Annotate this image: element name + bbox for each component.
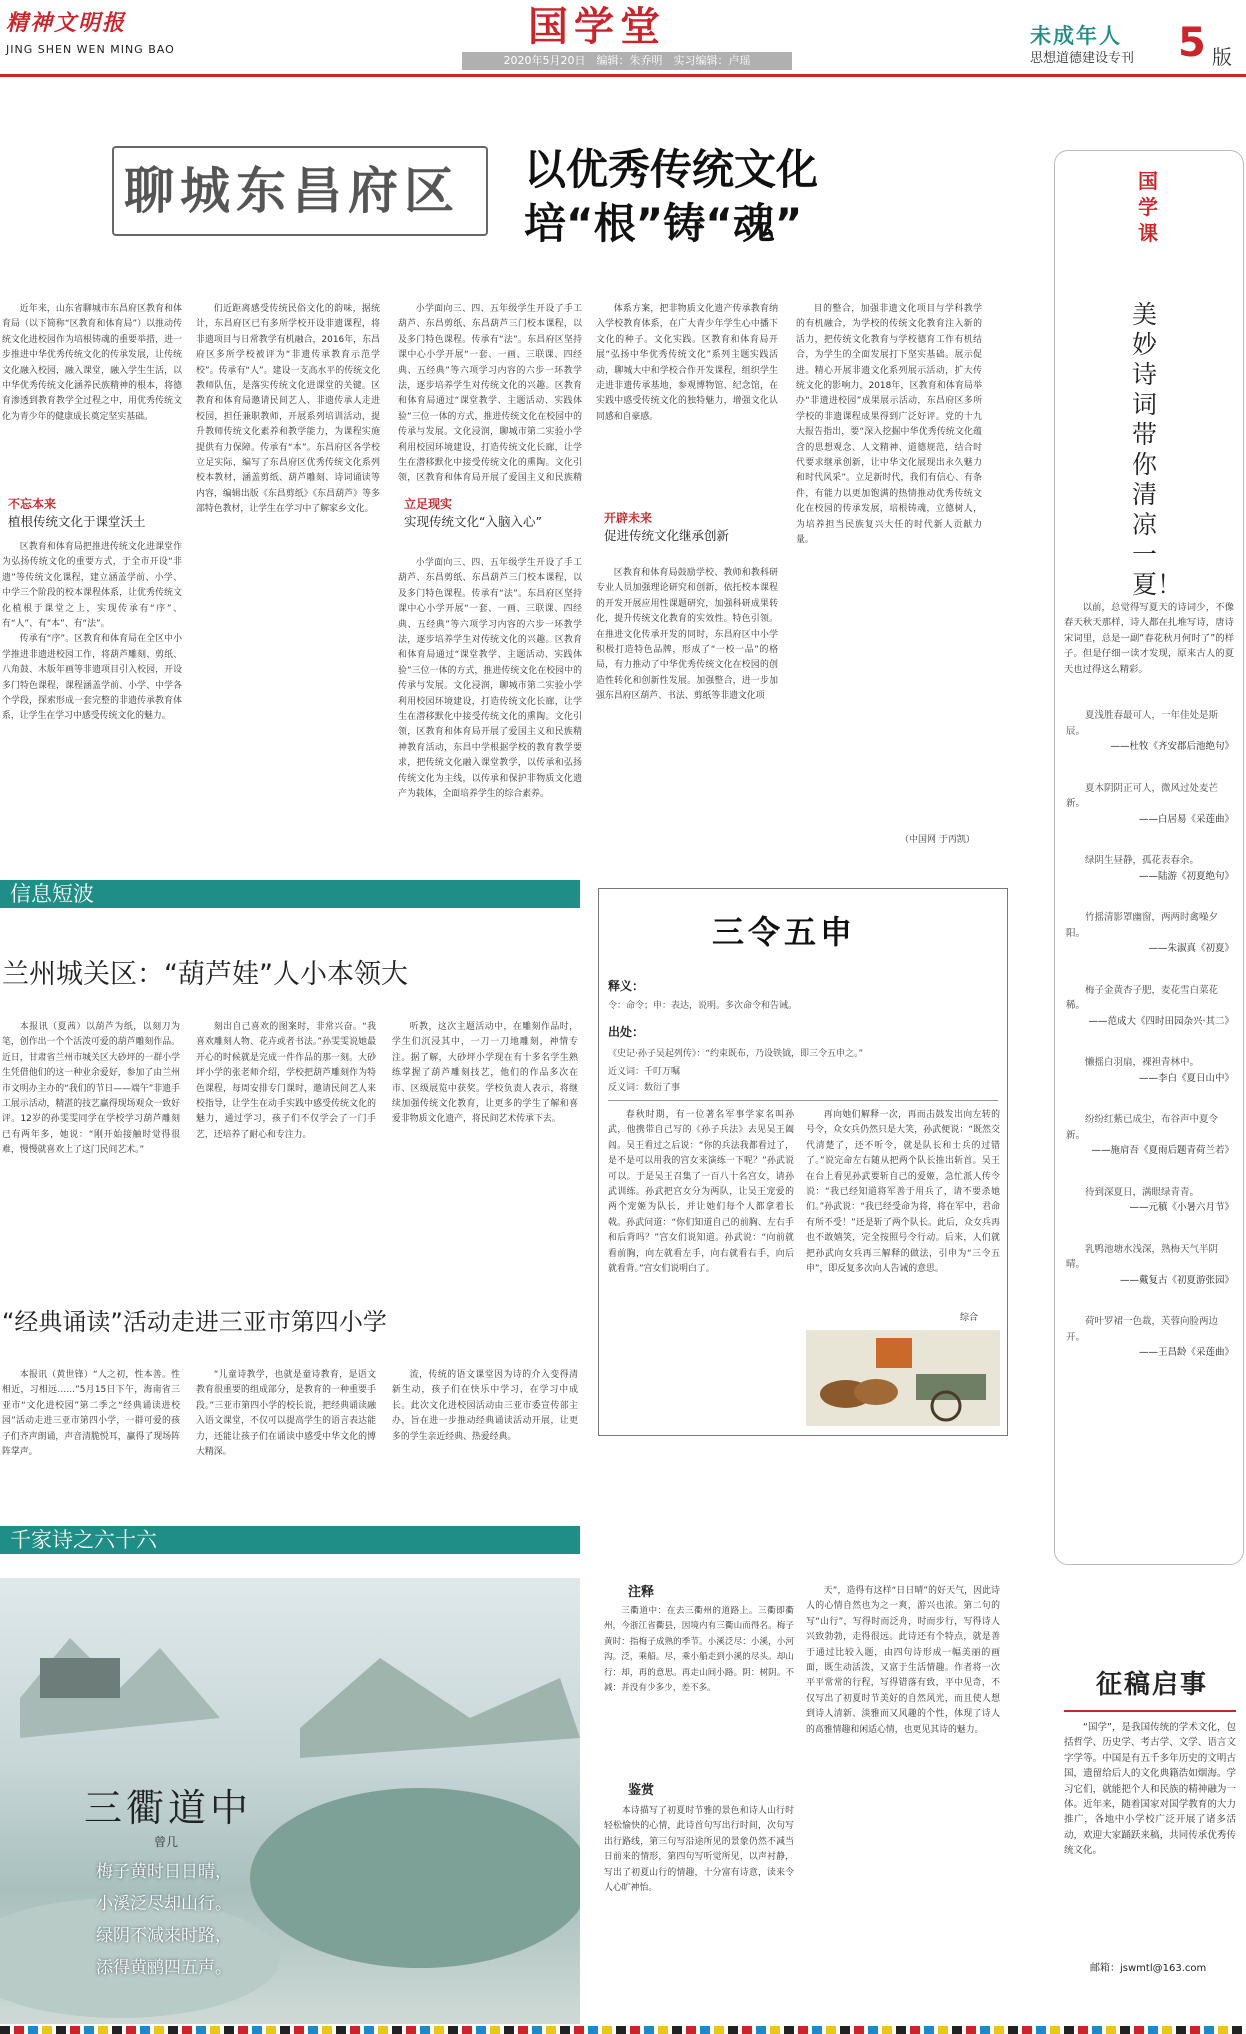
lead-credit: （中国网 于丙凯） [900, 835, 975, 845]
lead-col-1b: 区教育和体育局把推进传统文化进课堂作为弘扬传统文化的重要方式，于全市开设“非遗”等传统文化课程，建立涵盖学前、小学、中学三个阶段的校本课程体系，让优秀传统文化植根于课堂之上，实现传承有“序”、有“人”、有“本”、有“法”。 传承有“序”。区教育和体育局在全区中小学推进非遗进校园工作，将葫芦雕刻、剪纸、八角鼓、木版年画等非遗项目引入校园，开设多门特色课程，课程涵盖学前、小学、中学各个学段，探索形成一套完整的非遗传承教育体系，让学生在学习中感受传统文化的魅力。 [2, 542, 182, 722]
sidebar-poem-source: ——陆游《初夏绝句》 [1138, 870, 1234, 882]
sidebar-poem-text: 梅子金黄杏子肥，麦花雪白菜花稀。 [1066, 984, 1219, 1011]
idiom-illustration [806, 1330, 1000, 1426]
brief-headline-2: “经典诵读”活动走进三亚市第四小学 [2, 1308, 387, 1336]
briefs-section-bar [0, 880, 580, 908]
poem-jian-label: 鉴赏 [628, 1783, 655, 1798]
lead-title-box [112, 146, 488, 236]
subhead-2-a: 立足现实 [404, 497, 453, 511]
header-rule [0, 74, 1246, 77]
idiom-chuchu: 《史记·孙子吴起列传》：“约束既布，乃设铁钺，即三令五申之。” [608, 1049, 864, 1059]
briefs-section-label: 信息短波 [10, 882, 94, 906]
sidebar-poem-text: 懒摇白羽扇，裸袒青林中。 [1085, 1057, 1200, 1068]
poem-title: 三衢道中 [84, 1786, 253, 1830]
paper-name: 精神文明报 [6, 10, 127, 36]
subhead-3-a: 开辟未来 [604, 511, 653, 525]
idiom-credit: 综合 [960, 1313, 979, 1323]
brief2-col-1: 本报讯（黄世锋）“人之初，性本善。性相近，习相远……”5月15日下午，海南省三亚市“文化进校园”第二季之“经典诵读进校园”活动走进三亚市第四小学，一群可爱的孩子们齐声朗诵，声音清脆悦耳，赢得了现场阵阵掌声。 [2, 1370, 180, 1458]
lead-headline-1: 以优秀传统文化 [524, 145, 819, 194]
sidebar-poem-source: ——朱淑真《初夏》 [1148, 943, 1234, 954]
idiom-title: 三令五申 [712, 913, 857, 951]
subhead-1-a: 不忘本来 [8, 497, 57, 511]
poem-notes-label: 注释 [628, 1585, 655, 1600]
paper-pinyin: JING SHEN WEN MING BAO [6, 43, 175, 56]
poem-line: 小溪泛尽却山行。 [96, 1894, 232, 1914]
poem-col-2: 天”，造得有这样“日日晴”的好天气，因此诗人的心情自然也为之一爽，游兴也浓。第二句的写“山行”，写得时而泛舟，时而步行，写得诗人兴致勃勃，走得很远。此诗还有个特点，就是善于通过比较入题，由四句诗形成一幅美丽的画面，既生动活泼，又富于生活情趣。作者将一次平平常常的行程，写得错落有致，平中见奇，不仅写出了初夏时节美好的自然风光，而且使人想到诗人清新、淡雅而又风趣的个性，体现了诗人的高雅情趣和闲适心情，也更见其诗的魅力。 [806, 1586, 1000, 1735]
subhead-2-b: 实现传统文化“入脑入心” [404, 513, 542, 529]
sidebar-poem-text: 乳鸭池塘水浅深，熟梅天气半阴晴。 [1066, 1243, 1219, 1270]
pavilion-shape [40, 1658, 120, 1698]
lead-col-3b: 小学面向三、四、五年级学生开设了手工葫芦、东昌剪纸、东昌葫芦三门校本课程，以及多门特色课程。传承有“法”。东昌府区坚持课中心小学开展“一套、一画、三联课、四经典、五经典”等六项学习内容的六步一环教学法，逐步培养学生对传统文化的兴趣。区教育和体育局通过“课堂教学、主题活动、实践体验”三位一体的方式，推进传统文化在校园中的传承与发展。文化浸润，聊城市第二实验小学利用校园环境建设，打造传统文化长廊，让学生在潜移默化中接受传统文化的熏陶。文化引领，区教育和体育局开展了爱国主义和民族精神教育活动，东昌中学根据学校的教育教学要求，把传统文化融入课堂教学，以传承和弘扬传统文化为主线，以传承和保护非物质文化遗产为载体，全面培养学生的综合素养。 [398, 558, 582, 800]
sidebar-poems [1066, 708, 1234, 1558]
lead-headline-2: 培“根”铸“魂” [524, 199, 803, 248]
sidebar-poem-text: 夏木阴阴正可人，微风过处麦芒新。 [1066, 782, 1219, 809]
lead-col-1: 近年来，山东省聊城市东昌府区教育和体育局（以下简称“区教育和体育局”）以推动传统文化进校园作为培根铸魂的重要举措，进一步推进中华优秀传统文化的传承发展，让传统文化融入校园，融入课堂，融入学生生活，以中华优秀传统文化涵养民族精神的根本，将德育渗透到教育教学全过程之中，用优秀传统文化为青少年的健康成长奠定坚实基础。 [2, 304, 182, 422]
idiom-chuchu-label: 出处： [608, 1025, 645, 1039]
poem-jian: 本诗描写了初夏时节雅的景色和诗人山行时轻松愉快的心情，此诗首句写出行时间，次句写出行路线，第三句写沿途所见的景象仍然不减当日前来的情形，第四句写听觉所见，以声衬静，写出了初夏山行的情趣，十分富有诗意，读来令人心旷神怡。 [604, 1806, 794, 1894]
color-strip [0, 2026, 1246, 2034]
seal-shape [876, 1338, 912, 1368]
sidebar-poem-text: 绿阴生昼静，孤花表春余。 [1085, 855, 1200, 866]
subhead-3 [604, 510, 780, 544]
page-number: 5 [1178, 20, 1206, 66]
sidebar-vtitle: 美妙诗词带你清凉一夏！ [1132, 300, 1183, 599]
tree-shape [250, 1788, 580, 1968]
poem-section-label: 千家诗之六十六 [10, 1528, 157, 1552]
lead-col-4b: 区教育和体育局鼓励学校、教师和教科研专业人员加强理论研究和创新，依托校本课程的开发开展应用性课题研究，加强科研成果转化，提升传统文化教育的实效性。特色引领。在推进文化传承开发的同时，东昌府区中小学积极打造特色品牌，形成了“一校一品”的格局，有力推动了中华优秀传统文化在校园的创造性转化和创新性发展。加强整合，进一步加强东昌府区葫芦、书法、剪纸等非遗文化项 [596, 568, 778, 702]
brief2-col-3: 流，传统的语文课堂因为诗的介入变得清新生动，孩子们在快乐中学习，在学习中成长。此次文化进校园活动由三亚市委宣传部主办，旨在进一步推动经典诵读活动开展，让更多的学生亲近经典、热爱经典。 [392, 1370, 578, 1442]
poem-author: 曾几 [154, 1835, 179, 1849]
poem-line: 梅子黄时日日晴， [96, 1862, 232, 1882]
call-body: “国学”，是我国传统的学术文化，包括哲学、历史学、考古学、文学、语言文字学等。中国是有五千多年历史的文明古国，遗留给后人的文化典籍浩如烟海。学习它们，就能把个人和民族的精神融为一体。近年来，随着国家对国学教育的大力推广，各地中小学校广泛开展了诸多活动，欢迎大家踊跃来稿，共同传承优秀传统文化。 [1064, 1722, 1236, 1857]
poem-line: 绿阴不减来时路， [96, 1926, 232, 1946]
brief1-col-3: 听教，这次主题活动中，在雕刻作品时，学生们沉浸其中，一刀一刀地雕刻，神情专注。据了解，大砂坪小学现在有十多名学生熟练掌握了葫芦雕刻技艺，他们的作品多次在市、区级展览中获奖。学校负责人表示，将继续加强传统文化教育，让更多的学生了解和喜爱非物质文化遗产，将民间艺术传承下去。 [392, 1022, 578, 1125]
sidebar-poem-source: ——白居易《采莲曲》 [1138, 813, 1234, 825]
supplement-sub: 思想道德建设专刊 [1030, 51, 1135, 66]
subhead-2 [404, 496, 580, 530]
poem-notes: 三衢道中：在去三衢州的道路上。三衢即衢州，今浙江省衢县，因境内有三衢山而得名。梅子黄时：指梅子成熟的季节。小溪泛尽：小溪，小河沟。泛，乘船。尽，乘小船走到小溪的尽头。却山行：却，再的意思。再走山间小路。阴：树阴。不减：并没有少多少，差不多。 [604, 1606, 794, 1694]
sidebar-poem-source: ——元稹《小暑六月节》 [1129, 1202, 1234, 1213]
idiom-shiyi-label: 释义： [608, 979, 645, 993]
supplement-title: 未成年人 [1030, 24, 1122, 48]
lead-col-4a: 体系方案，把非物质文化遗产传承教育纳入学校教育体系，在广大青少年学生心中播下文化的种子。文化实践。区教育和体育局开展“弘扬中华优秀传统文化”系列主题实践活动，聊城大中和学校合作开发课程，组织学生走进非遗传承基地，参观博物馆、纪念馆，在实践中感受传统文化的独特魅力，增强文化认同感和自豪感。 [596, 304, 778, 422]
idiom-col-1: 春秋时期，有一位著名军事学家名叫孙武，他携带自己写的《孙子兵法》去见吴王阖闾。吴王看过之后说：“你的兵法我都看过了，是不是可以用我的宫女来演练一下呢？”孙武说可以。于是吴王召集了一百八十名宫女，请孙武训练。孙武把宫女分为两队，让吴王宠爱的两个宠姬为队长，并让她们每个人都拿着长戟。孙武问道：“你们知道自己的前胸、左右手和后背吗？”宫女们说知道。孙武说：“向前就看前胸，向左就看左手，向右就看右手，向后就看背。”宫女们说明白了。 [608, 1110, 794, 1275]
mountain-shape-2 [300, 1658, 580, 1758]
page-suffix: 版 [1212, 45, 1232, 69]
sidebar-intro: 以前，总觉得写夏天的诗词少，不像春天秋天那样，诗人都在扎堆写诗，唐诗宋词里，总是一副“春花秋月何时了”的样子。但是仔细一读才发现，原来古人的夏天也过得这么精彩。 [1064, 602, 1234, 675]
brief1-col-2: 刻出自己喜欢的图案时，非常兴奋。“我喜欢雕刻人物、花卉或者书法。”孙雯雯说她最开心的时候就是完成一件作品的那一刻。大砂坪小学的张老师介绍，学校把葫芦雕刻作为特色课程，每周安排专门课时，邀请民间艺人来校指导，让学生在动手实践中感受传统文化的魅力，通过学习，孩子们不仅学会了一门手艺，还培养了耐心和专注力。 [196, 1022, 376, 1140]
sidebar-poem-text: 纷纷红紫已成尘，布谷声中夏令新。 [1066, 1114, 1219, 1141]
subhead-1 [8, 496, 184, 530]
lead-col-3a: 小学面向三、四、五年级学生开设了手工葫芦、东昌剪纸、东昌葫芦三门校本课程，以及多门特色课程。传承有“法”。东昌府区坚持课中心小学开展“一套、一画、三联课、四经典、五经典”等六项学习内容的六步一环教学法，逐步培养学生对传统文化的兴趣。区教育和体育局通过“课堂教学、主题活动、实践体验”三位一体的方式，推进传统文化在校园中的传承与发展。文化浸润，聊城市第二实验小学利用校园环境建设，打造传统文化长廊，让学生在潜移默化中接受传统文化的熏陶。文化引领，区教育和体育局开展了爱国主义和民族精 [398, 304, 582, 484]
brief-headline-1: 兰州城关区：“葫芦娃”人小本领大 [2, 959, 408, 990]
cart-body [916, 1374, 986, 1400]
idiom-jin: 近义词：千叮万嘱 [608, 1067, 681, 1077]
brief1-col-1: 本报讯（夏茜）以葫芦为纸，以刻刀为笔，创作出一个个活泼可爱的葫芦雕刻作品。近日，甘肃省兰州市城关区大砂坪的一群小学生凭借他们的这一种业余爱好，参加了由兰州市文明办主办的“我们的节日——端午”非遗手工展示活动，精湛的技艺赢得现场观众一致好评。12岁的孙雯雯同学在学校学习葫芦雕刻已有两年多，她说：“刚开始接触时觉得很难，慢慢就喜欢上了这门民间艺术。” [2, 1022, 180, 1156]
call-title: 征稿启事 [1096, 1670, 1209, 1700]
call-email: 邮箱：jswmtl@163.com [1090, 1963, 1207, 1974]
poem-line: 添得黄鹂四五声。 [96, 1958, 232, 1978]
subhead-3-b: 促进传统文化继承创新 [604, 527, 730, 543]
issue-bar: 2020年5月20日 编辑：朱乔明 实习编辑：卢瑶 [462, 52, 792, 70]
subhead-1-b: 植根传统文化于课堂沃土 [8, 513, 146, 529]
call-rule [1064, 1710, 1236, 1712]
sidebar-poem-text: 夏浅胜春最可人，一年佳处是斯辰。 [1066, 710, 1219, 737]
horse-icon-2 [854, 1379, 898, 1405]
sidebar-label: 国学课 [1138, 169, 1158, 245]
section-title: 国学堂 [528, 4, 666, 50]
sidebar-poem-text: 待到深夏日，满眼绿青青。 [1085, 1186, 1200, 1198]
sidebar-poem-text: 荷叶罗裙一色裁，芙蓉向脸两边开。 [1066, 1316, 1219, 1343]
poem-section-bar [0, 1526, 580, 1554]
sidebar-poem-source: ——戴复古《初夏游张园》 [1119, 1274, 1234, 1286]
sidebar-poem-text: 竹摇清影罩幽窗，两两时禽噪夕阳。 [1066, 912, 1219, 939]
sidebar-poem-source: ——李白《夏日山中》 [1138, 1072, 1234, 1084]
lead-box-title: 聊城东昌府区 [124, 161, 460, 220]
sidebar-poem-source: ——范成大《四时田园杂兴·其二》 [1088, 1015, 1234, 1027]
idiom-col-2: 再向她们解释一次，再而击鼓发出向左转的号令，众女兵仍然只是大笑，孙武便说：“既然交代清楚了，还不听令，就是队长和士兵的过错了。”说完命左右随从把两个队长推出斩首。吴王在台上看见孙武要斩自己的爱姬，急忙派人传令说：“我已经知道将军善于用兵了，请不要杀她们。”孙武说：“我已经受命为将，将在军中，君命有所不受！”还是斩了两个队长。此后，众女兵再也不敢嬉笑，完全按照号令行动。后来，人们就把孙武向女兵再三解释的做法，引申为“三令五申”，即反复多次向人告诫的意思。 [806, 1110, 1000, 1275]
poem-lines [96, 1856, 232, 1984]
brief2-col-2: “儿童诗教学，也就是童诗教育，是语文教育很重要的组成部分，是教育的一种重要手段。”三亚市第四小学的校长说，把经典诵读融入语文课堂，不仅可以提高学生的语言表达能力，还能让孩子们在诵读中感受中华文化的博大精深。 [196, 1370, 376, 1458]
chariot-icon [806, 1330, 1000, 1426]
idiom-rule [608, 1100, 998, 1101]
idiom-shiyi: 令：命令；申：表达，说明。多次命令和告诫。 [608, 1001, 798, 1011]
sidebar-poem-source: ——施肩吾《夏雨后题青荷兰若》 [1091, 1145, 1234, 1156]
idiom-fan: 反义词：数衍了事 [608, 1083, 681, 1093]
sidebar-poem-source: ——王昌龄《采莲曲》 [1138, 1347, 1234, 1358]
sidebar-poem-source: ——杜牧《齐安郡后池绝句》 [1110, 741, 1234, 752]
lead-col-5: 目的整合，加强非遗文化项目与学科教学的有机融合，为学校的传统文化教育注入新的活力，把传统文化教育与学校德育工作有机结合，为学生的全面发展打下坚实基础。展示促进。精心开展非遗文化系列展示活动，扩大传统文化的影响力，2018年，区教育和体育局举办“非遗进校园”成果展示活动，东昌府区多所学校的非遗课程成果得到广泛好评。党的十九大报告指出，要“深入挖掘中华优秀传统文化蕴含的思想观念、人文精神、道德规范，结合时代要求继承创新，让中华文化展现出永久魅力和时代风采”。立足新时代，我们有信心、有条件，有能力以更加饱满的热情推动优秀传统文化在校园的传承发展，培根铸魂，立德树人，为培养担当民族复兴大任的时代新人贡献力量。 [796, 304, 982, 546]
lead-col-2: 们近距离感受传统民俗文化的韵味，据统计，东昌府区已有多所学校开设非遗课程，将非遗项目与日常教学有机融合，2016年，东昌府区多所学校被评为“非遗传承教育示范学校”。传承有“人”。建设一支高水平的传统文化教师队伍，是落实传统文化进课堂的关键。区教育和体育局邀请民间艺人、非遗传承人走进校园，担任兼职教师，开展系列培训活动，提升教师传统文化素养和教学能力，为课程实施提供有力保障。传承有“本”。东昌府区各学校立足实际，编写了东昌府区优秀传统文化系列校本教材，涵盖剪纸、葫芦雕刻、诗词诵读等内容，编辑出版《东昌剪纸》《东昌葫芦》等多部特色教材，让学生在学习中了解家乡文化。 [196, 304, 380, 515]
